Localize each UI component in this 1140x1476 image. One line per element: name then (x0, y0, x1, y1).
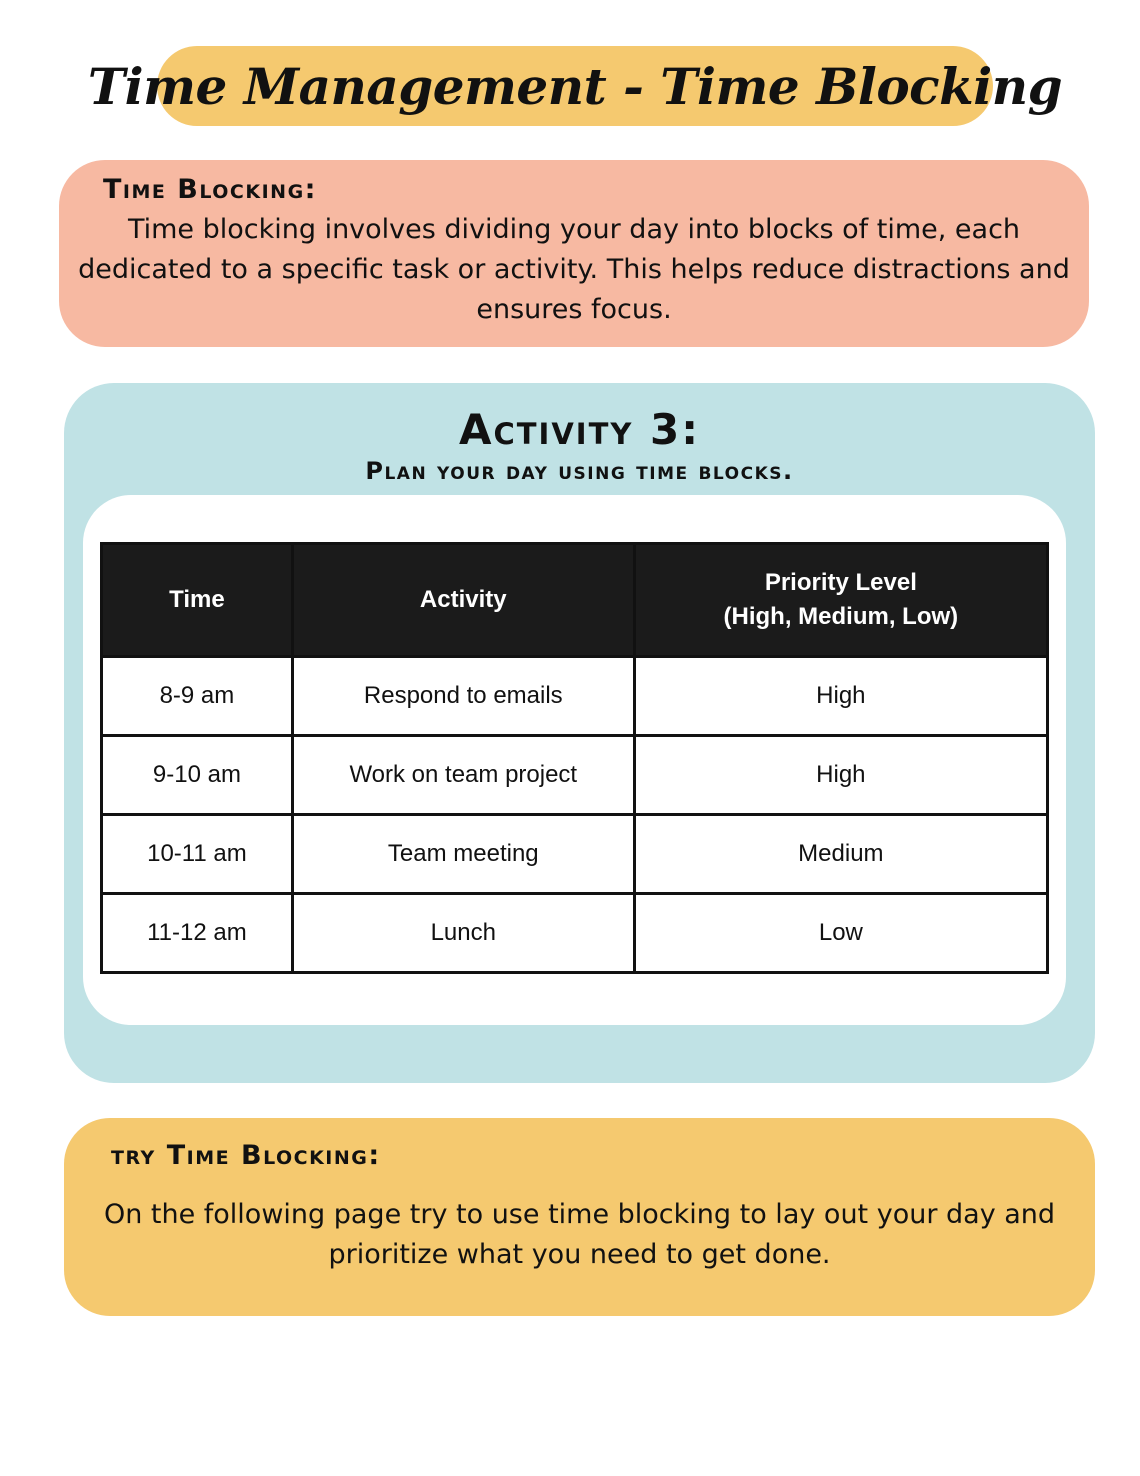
definition-box (59, 160, 1089, 347)
definition-heading: Time Blocking: (103, 174, 317, 205)
activity-subtitle: Plan your day using time blocks. (365, 457, 794, 485)
try-heading: try Time Blocking: (111, 1140, 381, 1171)
table-row (102, 657, 1048, 736)
cell-time: 8-9 am (102, 657, 293, 736)
page-title: Time Management - Time Blocking (87, 56, 1063, 116)
cell-activity: Team meeting (292, 815, 634, 894)
cell-priority: Low (634, 894, 1047, 973)
table-row (102, 815, 1048, 894)
try-section-box (64, 1118, 1095, 1316)
table-header-row (102, 544, 1048, 657)
table-card (83, 495, 1066, 1025)
title-banner (87, 46, 1063, 126)
definition-body: Time blocking involves dividing your day into blocks of time, each dedicated to a specific task or activity. This helps reduce distractions and ensures focus. (78, 214, 1070, 325)
cell-activity: Lunch (292, 894, 634, 973)
try-body: On the following page try to use time blocking to lay out your day and prioritize what you need to get done. (103, 1199, 1056, 1270)
activity-box (64, 383, 1095, 1083)
cell-activity: Respond to emails (292, 657, 634, 736)
table-row (102, 894, 1048, 973)
time-block-table (100, 542, 1049, 974)
cell-priority: Medium (634, 815, 1047, 894)
cell-priority: High (634, 736, 1047, 815)
header-priority-line1: Priority Level (764, 569, 917, 596)
cell-time: 10-11 am (102, 815, 293, 894)
header-time: Time (102, 544, 293, 657)
header-activity: Activity (292, 544, 634, 657)
cell-time: 11-12 am (102, 894, 293, 973)
header-priority-line2: (High, Medium, Low) (723, 603, 959, 630)
activity-title: Activity 3: (458, 405, 701, 454)
cell-priority: High (634, 657, 1047, 736)
header-priority (634, 544, 1047, 657)
cell-activity: Work on team project (292, 736, 634, 815)
table-row (102, 736, 1048, 815)
cell-time: 9-10 am (102, 736, 293, 815)
